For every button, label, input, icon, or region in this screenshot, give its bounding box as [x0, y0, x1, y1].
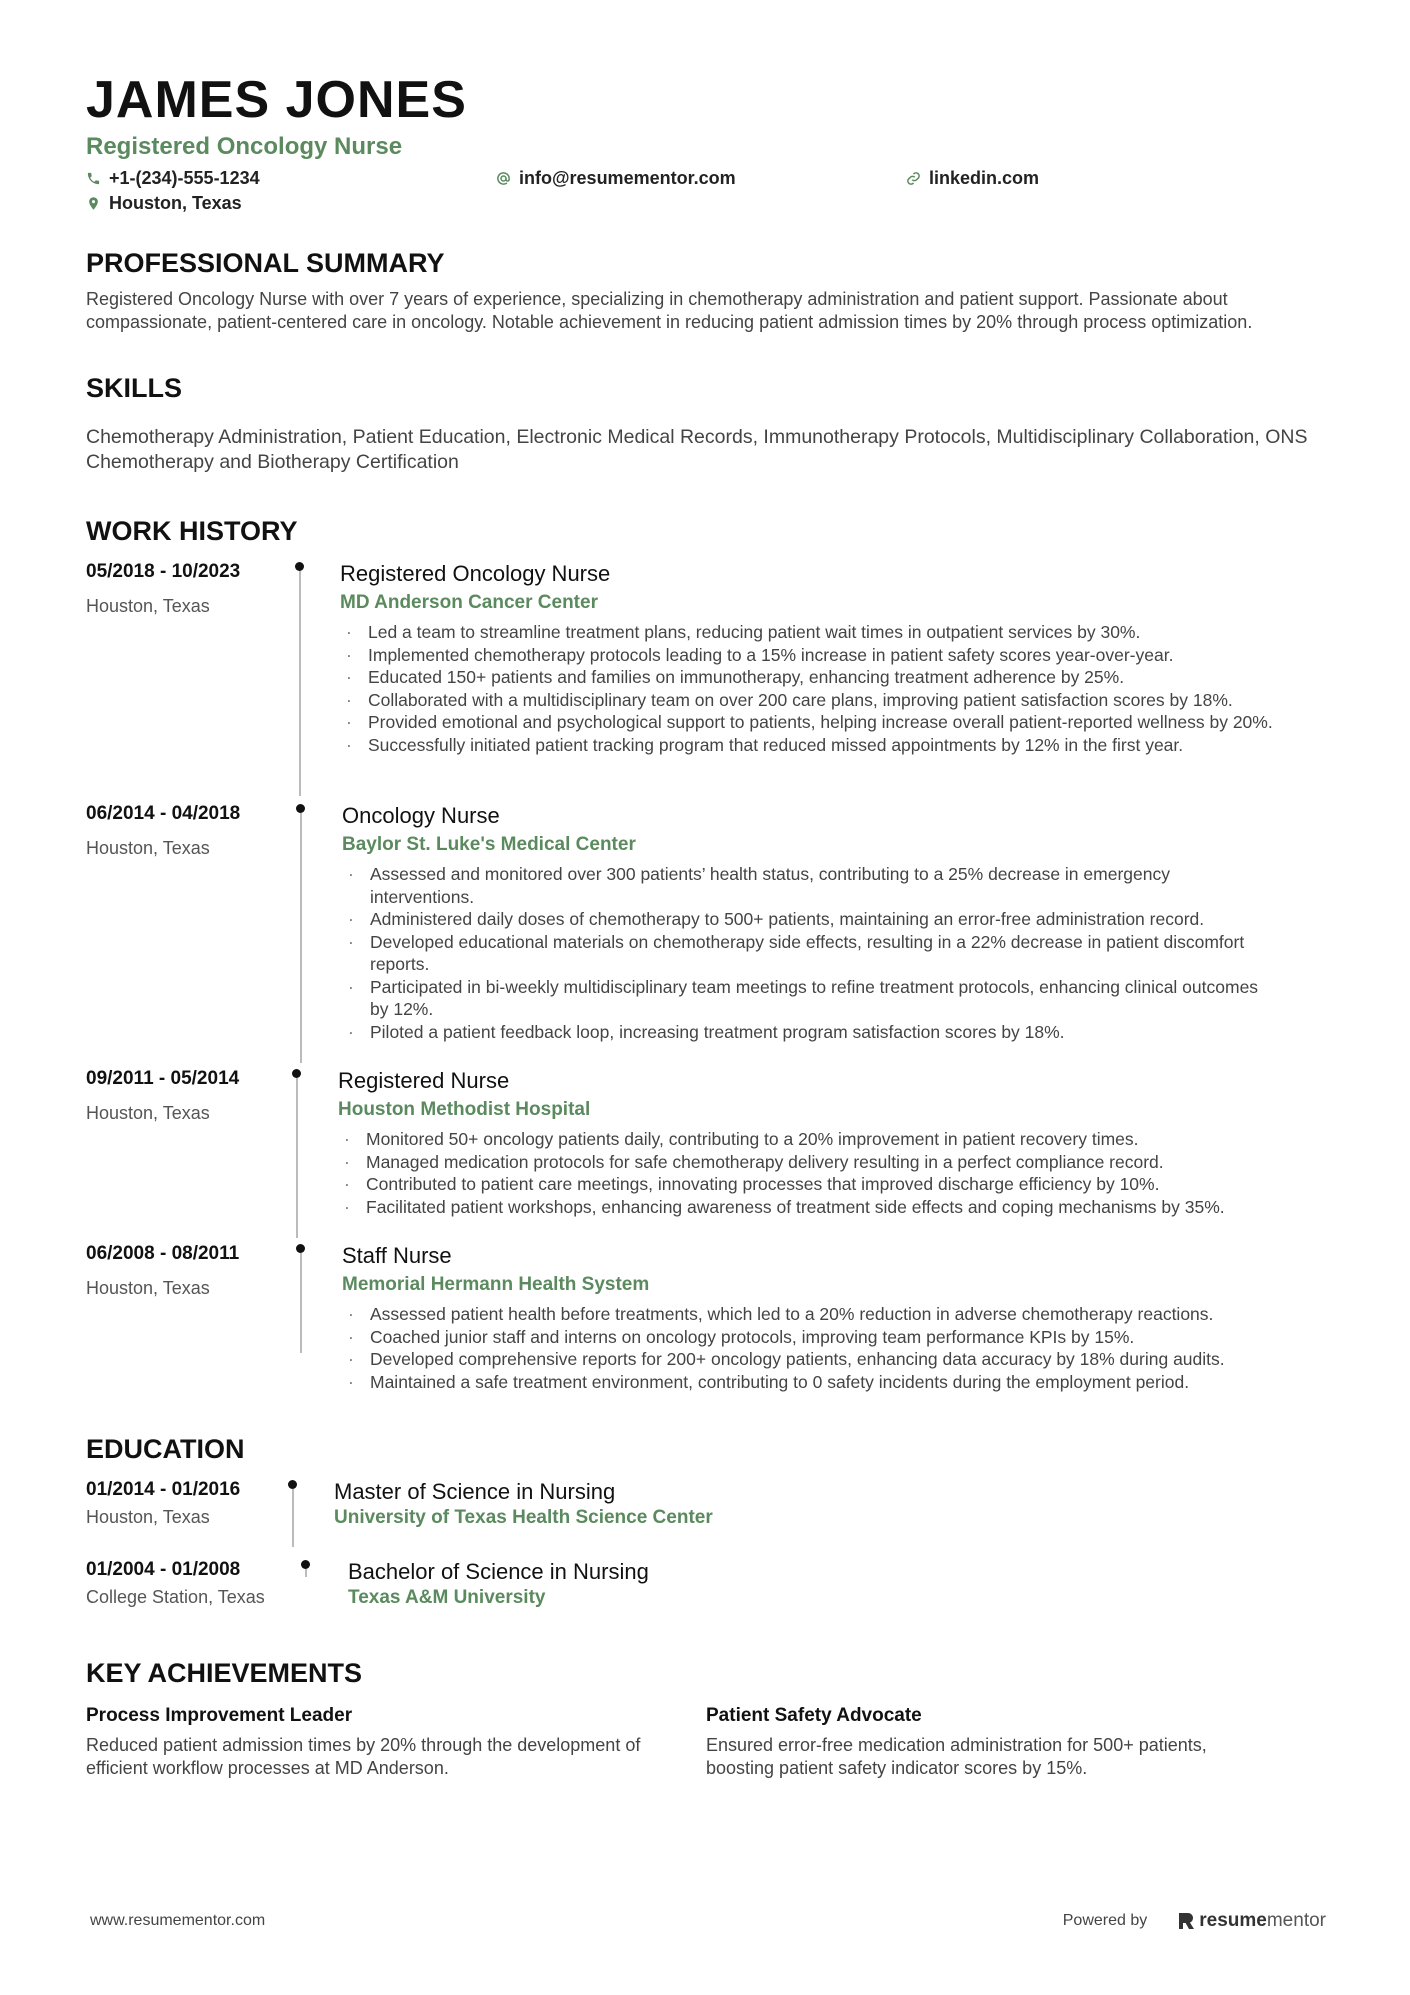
job-entry [86, 1242, 1326, 1432]
timeline-line [299, 571, 301, 796]
job-role: Staff Nurse [342, 1243, 452, 1268]
achievements-row [86, 1704, 1326, 1779]
job-bullet: · Assessed and monitored over 300 patients’ health status, contributing to a 25% decrease in emergency interventions. [342, 863, 1272, 908]
contact-row-2 [86, 191, 1326, 216]
timeline-dot [288, 1480, 297, 1489]
achievement-desc: Ensured error-free medication administration for 500+ patients, boosting patient safety indicator scores by 15%. [706, 1735, 1207, 1778]
job-bullet: · Developed educational materials on chemotherapy side effects, resulting in a 22% decrease in patient discomfort reports. [342, 931, 1272, 976]
timeline-dot [301, 1560, 310, 1569]
job-location: Houston, Texas [86, 1278, 210, 1298]
achievement-title: Process Improvement Leader [86, 1705, 353, 1726]
job-bullet: · Managed medication protocols for safe chemotherapy delivery resulting in a perfect compliance record. [338, 1151, 1338, 1174]
powered-by [1063, 1910, 1326, 1932]
contact-row [86, 166, 1326, 191]
job-bullet: · Assessed patient health before treatments, which led to a 20% reduction in adverse chemotherapy reactions. [342, 1303, 1342, 1326]
job-bullets [340, 621, 1340, 756]
job-role: Registered Oncology Nurse [340, 561, 611, 586]
timeline-marker [300, 1560, 312, 1577]
footer [90, 1910, 1326, 1932]
achievement-item [86, 1704, 706, 1779]
timeline-line [300, 813, 302, 1063]
timeline-dot [292, 1069, 301, 1078]
work-history-heading: WORK HISTORY [86, 516, 298, 546]
candidate-title: Registered Oncology Nurse [86, 133, 403, 160]
timeline-marker [287, 1480, 299, 1547]
job-bullet: · Led a team to streamline treatment plans, reducing patient wait times in outpatient services by 30%. [340, 621, 1340, 644]
job-bullet: · Monitored 50+ oncology patients daily, contributing to a 20% improvement in patient recovery times. [338, 1128, 1338, 1151]
link-icon [906, 171, 921, 186]
job-bullet: · Developed comprehensive reports for 200+ oncology patients, enhancing data accuracy by 18% during audits. [342, 1348, 1342, 1371]
timeline-line [296, 1078, 298, 1238]
timeline-line [292, 1489, 294, 1547]
job-bullet: · Implemented chemotherapy protocols leading to a 15% increase in patient safety scores year-over-year. [340, 644, 1340, 667]
job-bullet: · Contributed to patient care meetings, innovating processes that improved discharge efficiency by 10%. [338, 1173, 1338, 1196]
timeline-marker [294, 562, 306, 796]
job-bullet: · Educated 150+ patients and families on immunotherapy, enhancing treatment adherence by 25%. [340, 666, 1340, 689]
job-bullet: · Maintained a safe treatment environment, contributing to 0 safety incidents during the employment period. [342, 1371, 1342, 1394]
job-bullet: · Piloted a patient feedback loop, increasing treatment program satisfaction scores by 18%. [342, 1021, 1272, 1044]
location-pin-icon [86, 196, 101, 211]
job-company: Baylor St. Luke's Medical Center [342, 834, 636, 855]
job-company: Memorial Hermann Health System [342, 1274, 650, 1295]
skills-text: Chemotherapy Administration, Patient Education, Electronic Medical Records, Immunotherapy Protocols, Multidisciplinary Collaboration, ONS Chemotherapy and Biotherapy Certification [86, 426, 1308, 473]
resume-page [86, 70, 1326, 1779]
job-dates: 05/2018 - 10/2023 [86, 561, 241, 582]
job-dates: 09/2011 - 05/2014 [86, 1068, 240, 1089]
job-role: Registered Nurse [338, 1068, 510, 1093]
footer-website[interactable]: www.resumementor.com [90, 1912, 266, 1929]
summary-text: Registered Oncology Nurse with over 7 years of experience, specializing in chemotherapy administration and patient support. Passionate about compassionate, patient-centered care in oncology. Notable achievement in reducing patient admission times by 20% through process optimization. [86, 289, 1253, 332]
location-text: Houston, Texas [109, 193, 242, 213]
job-bullet: · Provided emotional and psychological support to patients, helping increase overall patient-reported wellness by 20%. [340, 711, 1340, 734]
contact-linkedin[interactable] [906, 166, 1039, 191]
brand-logo[interactable] [1177, 1910, 1326, 1932]
job-dates: 06/2008 - 08/2011 [86, 1243, 240, 1264]
linkedin-text: linkedin.com [929, 168, 1040, 188]
timeline-dot [296, 804, 305, 813]
achievements-heading: KEY ACHIEVEMENTS [86, 1658, 363, 1688]
job-company: Houston Methodist Hospital [338, 1099, 591, 1120]
job-location: Houston, Texas [86, 1103, 210, 1123]
brand-light: mentor [1266, 1910, 1326, 1931]
education-degree: Bachelor of Science in Nursing [348, 1559, 649, 1584]
education-school: University of Texas Health Science Center [334, 1507, 713, 1528]
job-bullet: · Successfully initiated patient tracking program that reduced missed appointments by 12% in the first year. [340, 734, 1340, 757]
timeline-line [305, 1569, 307, 1577]
education-dates: 01/2004 - 01/2008 [86, 1559, 241, 1580]
timeline-line [300, 1253, 302, 1353]
job-bullet: · Administered daily doses of chemotherapy to 500+ patients, maintaining an error-free administration record. [342, 908, 1272, 931]
education-location: Houston, Texas [86, 1507, 210, 1527]
timeline-marker [295, 804, 307, 1063]
email-text: info@resumementor.com [519, 168, 736, 188]
contact-email[interactable] [496, 166, 906, 191]
phone-text: +1-(234)-555-1234 [109, 168, 260, 188]
job-role: Oncology Nurse [342, 803, 500, 828]
timeline-dot [295, 562, 304, 571]
timeline-dot [296, 1244, 305, 1253]
job-bullets [342, 863, 1272, 1043]
education-entry [86, 1558, 1326, 1618]
brand-bold: resume [1199, 1910, 1267, 1931]
education-heading: EDUCATION [86, 1434, 245, 1464]
job-bullets [342, 1303, 1342, 1393]
summary-heading: PROFESSIONAL SUMMARY [86, 248, 445, 278]
resumementor-logo-icon [1177, 1911, 1195, 1931]
powered-by-label: Powered by [1062, 1912, 1148, 1929]
job-company: MD Anderson Cancer Center [340, 592, 598, 613]
contact-phone [86, 166, 496, 191]
education-location: College Station, Texas [86, 1587, 265, 1607]
contact-location [86, 191, 242, 216]
job-location: Houston, Texas [86, 838, 210, 858]
achievement-title: Patient Safety Advocate [706, 1705, 922, 1726]
job-location: Houston, Texas [86, 596, 210, 616]
job-bullet: · Participated in bi-weekly multidisciplinary team meetings to refine treatment protocols, enhancing clinical outcomes by 12%. [342, 976, 1272, 1021]
job-dates: 06/2014 - 04/2018 [86, 803, 241, 824]
achievement-desc: Reduced patient admission times by 20% through the development of efficient workflow processes at MD Anderson. [86, 1735, 641, 1778]
job-bullet: · Facilitated patient workshops, enhancing awareness of treatment side effects and coping mechanisms by 35%. [338, 1196, 1338, 1219]
at-icon [496, 171, 511, 186]
job-entry [86, 1067, 1326, 1242]
candidate-name: JAMES JONES [86, 71, 467, 129]
timeline-marker [291, 1069, 303, 1238]
education-entry [86, 1478, 1326, 1558]
achievement-item [706, 1704, 1326, 1779]
job-entry [86, 802, 1326, 1067]
skills-heading: SKILLS [86, 373, 183, 403]
job-bullets [338, 1128, 1338, 1218]
job-entry [86, 560, 1326, 802]
phone-icon [86, 171, 101, 186]
job-bullet: · Collaborated with a multidisciplinary team on over 200 care plans, improving patient satisfaction scores by 18%. [340, 689, 1340, 712]
education-dates: 01/2014 - 01/2016 [86, 1479, 241, 1500]
education-school: Texas A&M University [348, 1587, 546, 1608]
timeline-marker [295, 1244, 307, 1353]
education-degree: Master of Science in Nursing [334, 1479, 616, 1504]
job-bullet: · Coached junior staff and interns on oncology protocols, improving team performance KPIs by 15%. [342, 1326, 1342, 1349]
